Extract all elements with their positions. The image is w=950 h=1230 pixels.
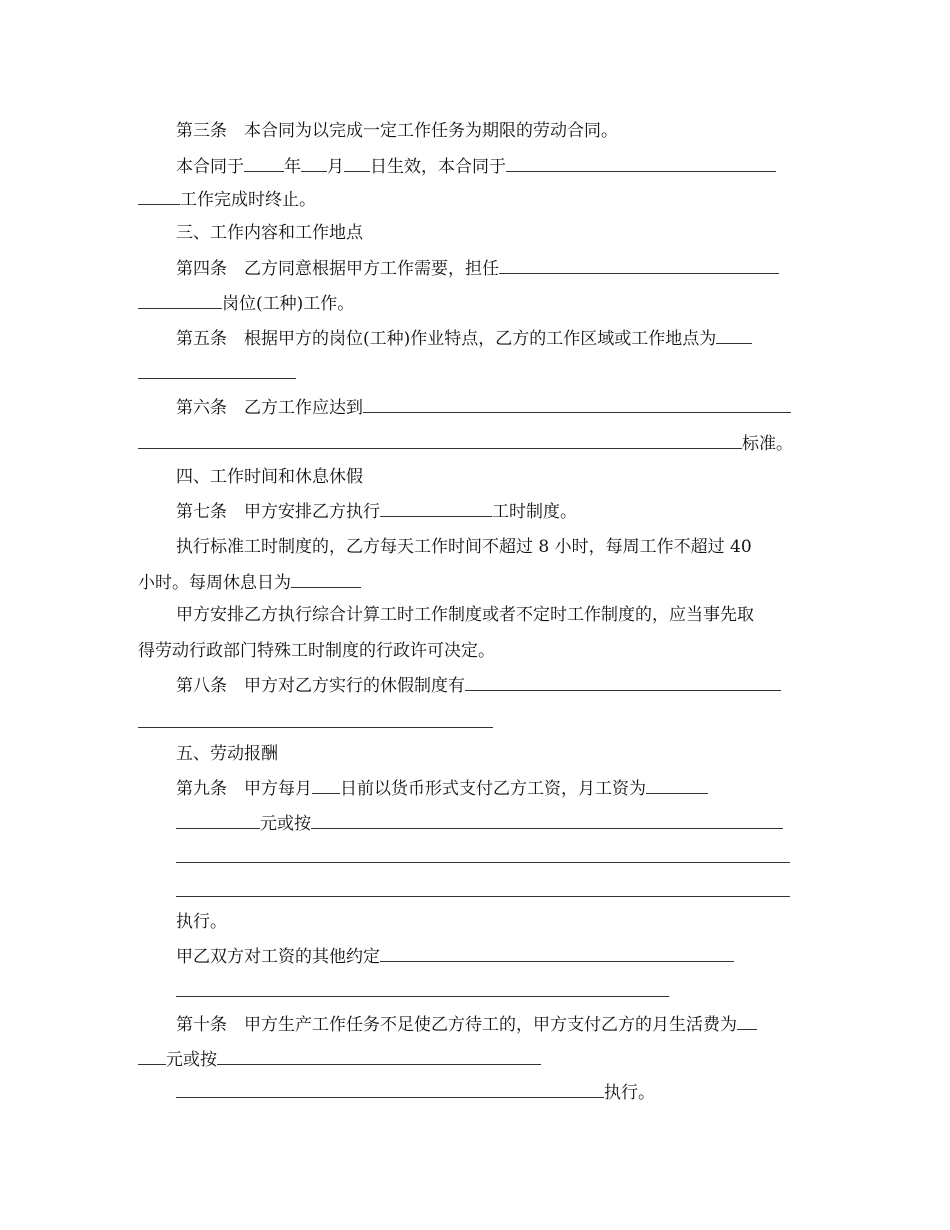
article-10-text-b: 元或按 [166, 1050, 217, 1070]
blank-wage-method-2[interactable] [176, 862, 790, 863]
article-4-text: 第四条 乙方同意根据甲方工作需要，担任 [176, 259, 499, 279]
blank-task-cont[interactable] [138, 188, 180, 205]
blank-location-cont[interactable] [138, 378, 296, 379]
blank-year[interactable] [244, 155, 284, 172]
article-10-text: 第十条 甲方生产工作任务不足使乙方待工的，甲方支付乙方的月生活费为 [176, 1015, 737, 1035]
article-4-suffix: 岗位(工种)工作。 [222, 294, 355, 314]
label-year: 年 [284, 157, 301, 177]
execute-line-2 [176, 1081, 655, 1103]
article-5 [176, 327, 752, 349]
blank-living-cost-cont[interactable] [138, 1048, 166, 1065]
blank-leave[interactable] [465, 674, 781, 691]
blank-day[interactable] [344, 155, 370, 172]
blank-standard[interactable] [363, 396, 791, 413]
article-9-text-a: 第九条 甲方每月 [176, 779, 312, 799]
effective-date-line [176, 155, 776, 177]
section-3-heading [176, 222, 363, 244]
effective-end-line [138, 188, 316, 210]
standard-hours-line-1 [176, 536, 752, 558]
comprehensive-line-2 [138, 640, 495, 662]
blank-location[interactable] [716, 327, 752, 344]
article-5-text: 第五条 根据甲方的岗位(工种)作业特点，乙方的工作区域或工作地点为 [176, 329, 717, 349]
comprehensive-text-2: 得劳动行政部门特殊工时制度的行政许可决定。 [138, 641, 495, 661]
article-6-suffix: 标准。 [742, 434, 793, 454]
section-5-heading [176, 743, 278, 765]
other-wage-line [176, 945, 734, 967]
article-9-cont [176, 812, 783, 834]
article-6 [176, 396, 791, 418]
article-3-text: 第三条 本合同为以完成一定工作任务为期限的劳动合同。 [176, 121, 618, 141]
effective-end-text: 工作完成时终止。 [180, 190, 316, 210]
blank-monthly-wage[interactable] [646, 777, 708, 794]
comprehensive-line-1 [176, 604, 754, 626]
article-8 [176, 674, 781, 696]
section-4-heading [176, 466, 363, 488]
blank-pay-day[interactable] [312, 777, 340, 794]
effective-prefix: 本合同于 [176, 157, 244, 177]
comprehensive-text-1: 甲方安排乙方执行综合计算工时工作制度或者不定时工作制度的，应当事先取 [176, 605, 754, 625]
article-7-text: 第七条 甲方安排乙方执行 [176, 502, 380, 522]
section-4-text: 四、工作时间和休息休假 [176, 467, 363, 487]
article-6-text: 第六条 乙方工作应达到 [176, 398, 363, 418]
article-10 [176, 1013, 757, 1035]
article-9-text-b: 日前以货币形式支付乙方工资，月工资为 [340, 779, 646, 799]
article-8-text: 第八条 甲方对乙方实行的休假制度有 [176, 676, 465, 696]
section-5-text: 五、劳动报酬 [176, 744, 278, 764]
blank-hours-system[interactable] [380, 500, 492, 517]
blank-wage-method[interactable] [311, 812, 783, 829]
article-7-suffix: 工时制度。 [492, 502, 577, 522]
blank-other-wage[interactable] [380, 945, 734, 962]
execute-text-1: 执行。 [176, 912, 227, 932]
standard-hours-text-2: 小时。每周休息日为 [138, 573, 291, 593]
execute-text-2: 执行。 [604, 1083, 655, 1103]
other-wage-text: 甲乙双方对工资的其他约定 [176, 947, 380, 967]
blank-standard-cont[interactable] [138, 432, 742, 449]
standard-hours-text-1: 执行标准工时制度的，乙方每天工作时间不超过 8 小时，每周工作不超过 40 [176, 537, 752, 557]
blank-living-method[interactable] [217, 1048, 541, 1065]
article-4 [176, 257, 779, 279]
blank-other-wage-cont[interactable] [176, 996, 669, 997]
blank-living-cost[interactable] [737, 1013, 757, 1030]
blank-leave-cont[interactable] [138, 727, 493, 728]
label-day-effective: 日生效，本合同于 [370, 157, 506, 177]
execute-line-1 [176, 911, 227, 933]
blank-month[interactable] [301, 155, 327, 172]
blank-position[interactable] [499, 257, 779, 274]
article-7 [176, 500, 577, 522]
blank-task[interactable] [506, 155, 776, 172]
blank-rest-day[interactable] [291, 571, 361, 588]
standard-hours-line-2 [138, 571, 361, 593]
article-9-text-c: 元或按 [260, 814, 311, 834]
article-3 [176, 120, 618, 142]
article-6-cont [138, 432, 793, 454]
article-4-cont [138, 292, 354, 314]
article-10-cont [138, 1048, 541, 1070]
article-9 [176, 777, 708, 799]
blank-position-cont[interactable] [138, 292, 222, 309]
blank-monthly-wage-cont[interactable] [176, 812, 260, 829]
section-3-text: 三、工作内容和工作地点 [176, 223, 363, 243]
blank-wage-method-3[interactable] [176, 896, 790, 897]
blank-living-method-cont[interactable] [176, 1081, 604, 1098]
label-month: 月 [327, 157, 344, 177]
